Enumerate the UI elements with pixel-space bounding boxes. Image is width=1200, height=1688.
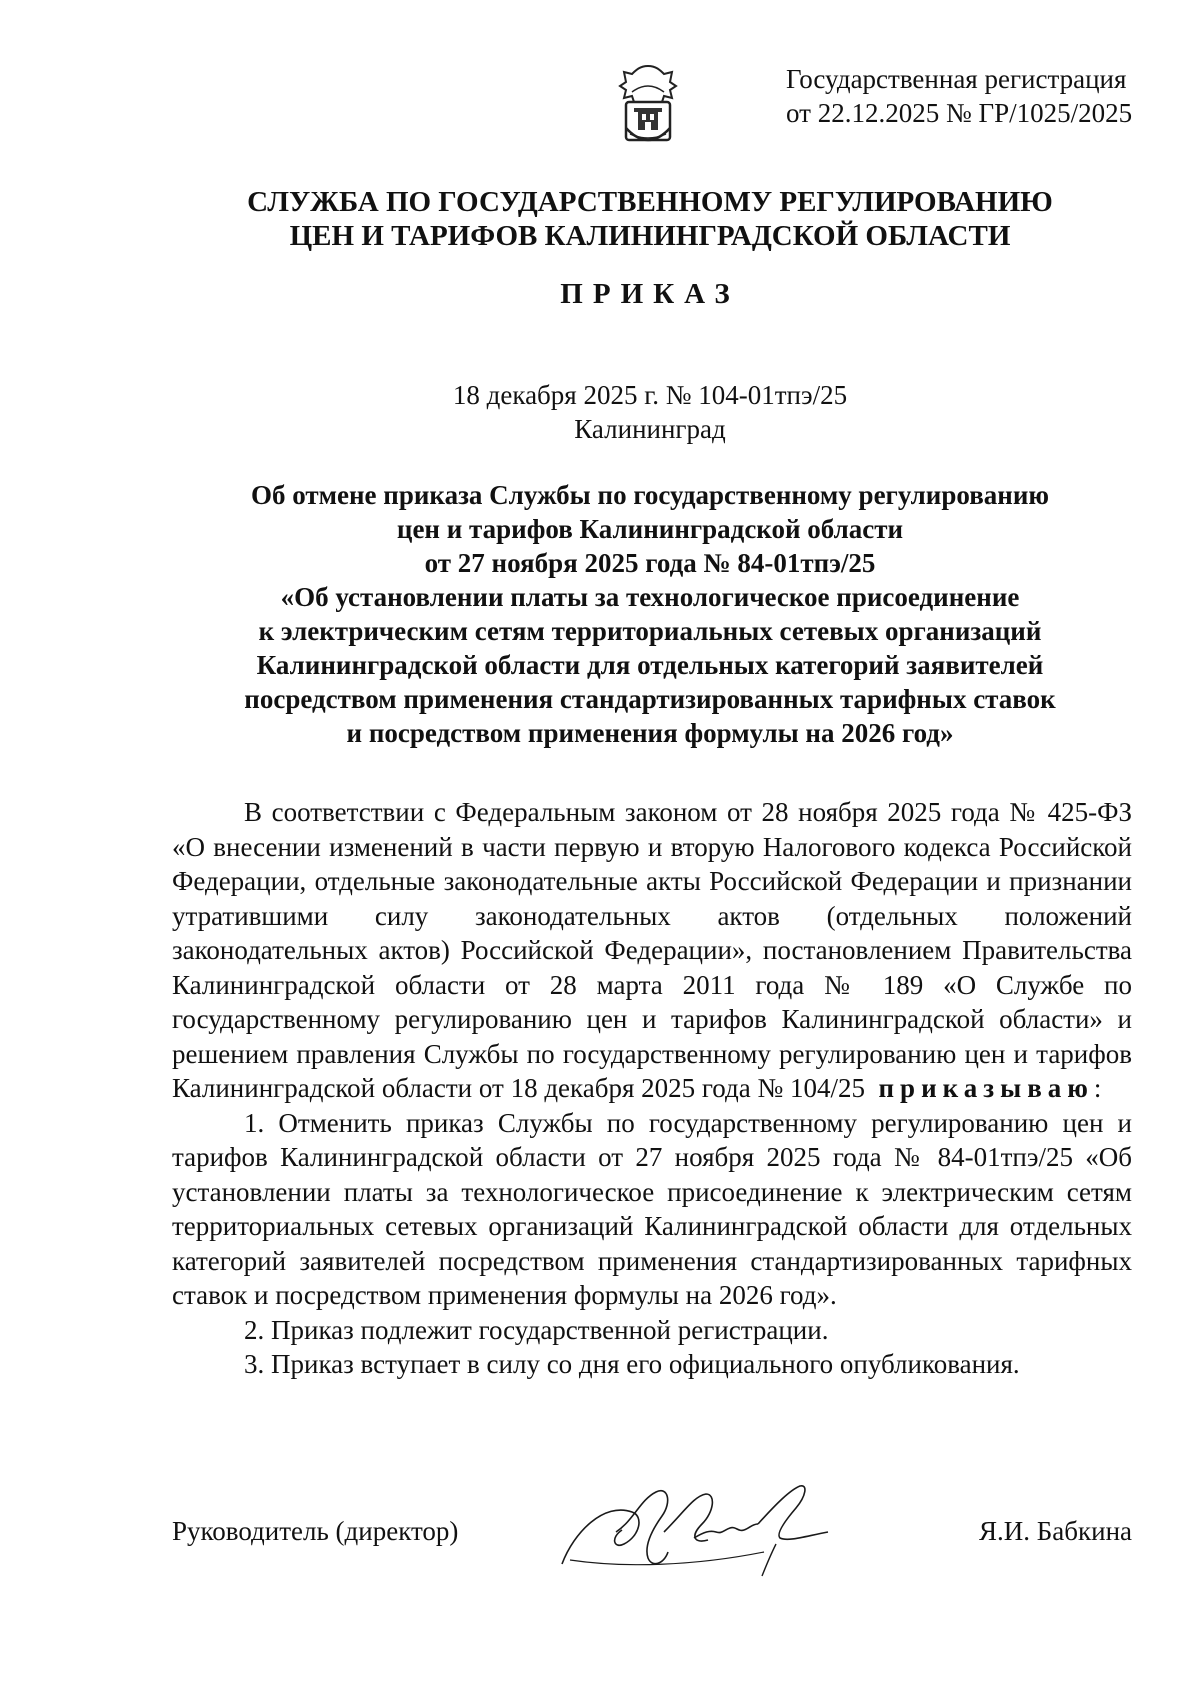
order-city: Калининград (574, 414, 726, 444)
order-item-3: 3. Приказ вступает в силу со дня его официального опубликования. (244, 1349, 1020, 1379)
order-body (172, 795, 1132, 1382)
order-date-number: 18 декабря 2025 г. № 104-01тпэ/25 (452, 380, 848, 410)
coat-of-arms-icon (612, 62, 684, 150)
preamble-paragraph (172, 795, 1132, 1106)
order-item-1: 1. Отменить приказ Службы по государственному регулированию цен и тарифов Калининградской области от 27 ноября 2025 года № 84-01тпэ/25 «Об установлении платы за технологическое присоединение к электрическим сетям территориальных сетевых организаций Калининградской области для отдельных категорий заявителей посредством применения стандартизированных тарифных ставок и посредством применения формулы на 2026 год». (172, 1107, 1132, 1310)
subject-line: от 27 ноября 2025 года № 84-01тпэ/25 (424, 548, 876, 578)
agency-line-2: ЦЕН И ТАРИФОВ КАЛИНИНГРАДСКОЙ ОБЛАСТИ (289, 220, 1011, 252)
order-subject (0, 478, 1200, 750)
subject-line: Об отмене приказа Службы по государственному регулированию (250, 480, 1050, 510)
order-item-2: 2. Приказ подлежит государственной регистрации. (244, 1314, 829, 1345)
registration-line-2: от 22.12.2025 № ГР/1025/2025 (786, 98, 1133, 128)
signatory-title: Руководитель (директор) (172, 1516, 459, 1546)
subject-line: посредством применения стандартизированных тарифных ставок (244, 684, 1056, 714)
subject-line: Калининградской области для отдельных категорий заявителей (256, 650, 1044, 680)
document-type-heading: ПРИКАЗ (560, 278, 740, 310)
agency-name (0, 185, 1200, 253)
subject-line: цен и тарифов Калининградской области (396, 514, 904, 544)
subject-line: и посредством применения формулы на 2026 год» (346, 718, 954, 748)
subject-line: «Об установлении платы за технологическое присоединение (280, 582, 1020, 612)
agency-line-1: СЛУЖБА ПО ГОСУДАРСТВЕННОМУ РЕГУЛИРОВАНИЮ (247, 186, 1053, 218)
signatory-name: Я.И. Бабкина (979, 1516, 1132, 1546)
registration-stamp (786, 62, 1132, 130)
decree-word: приказываю (878, 1073, 1094, 1103)
order-meta (0, 378, 1200, 446)
decree-colon: : (1093, 1073, 1102, 1103)
handwritten-signature (544, 1472, 844, 1582)
preamble-text: В соответствии с Федеральным законом от 28 ноября 2025 года № 425-ФЗ «О внесении изменений в части первую и вторую Налогового кодекса Российской Федерации, отдельные законодательные акты Российской Федерации и признании утратившими силу законодательных актов (отдельных положений законодательных актов) Российской Федерации», постановлением Правительства Калининградской области от 28 марта 2011 года № 189 «О Службе по государственному регулированию цен и тарифов Калининградской области» и решением правления Службы по государственному регулированию цен и тарифов Калининградской области от 18 декабря 2025 года № 104/25 (172, 797, 1132, 1103)
signature-block (172, 1502, 1132, 1582)
registration-line-1: Государственная регистрация (786, 64, 1127, 94)
subject-line: к электрическим сетям территориальных сетевых организаций (258, 616, 1042, 646)
